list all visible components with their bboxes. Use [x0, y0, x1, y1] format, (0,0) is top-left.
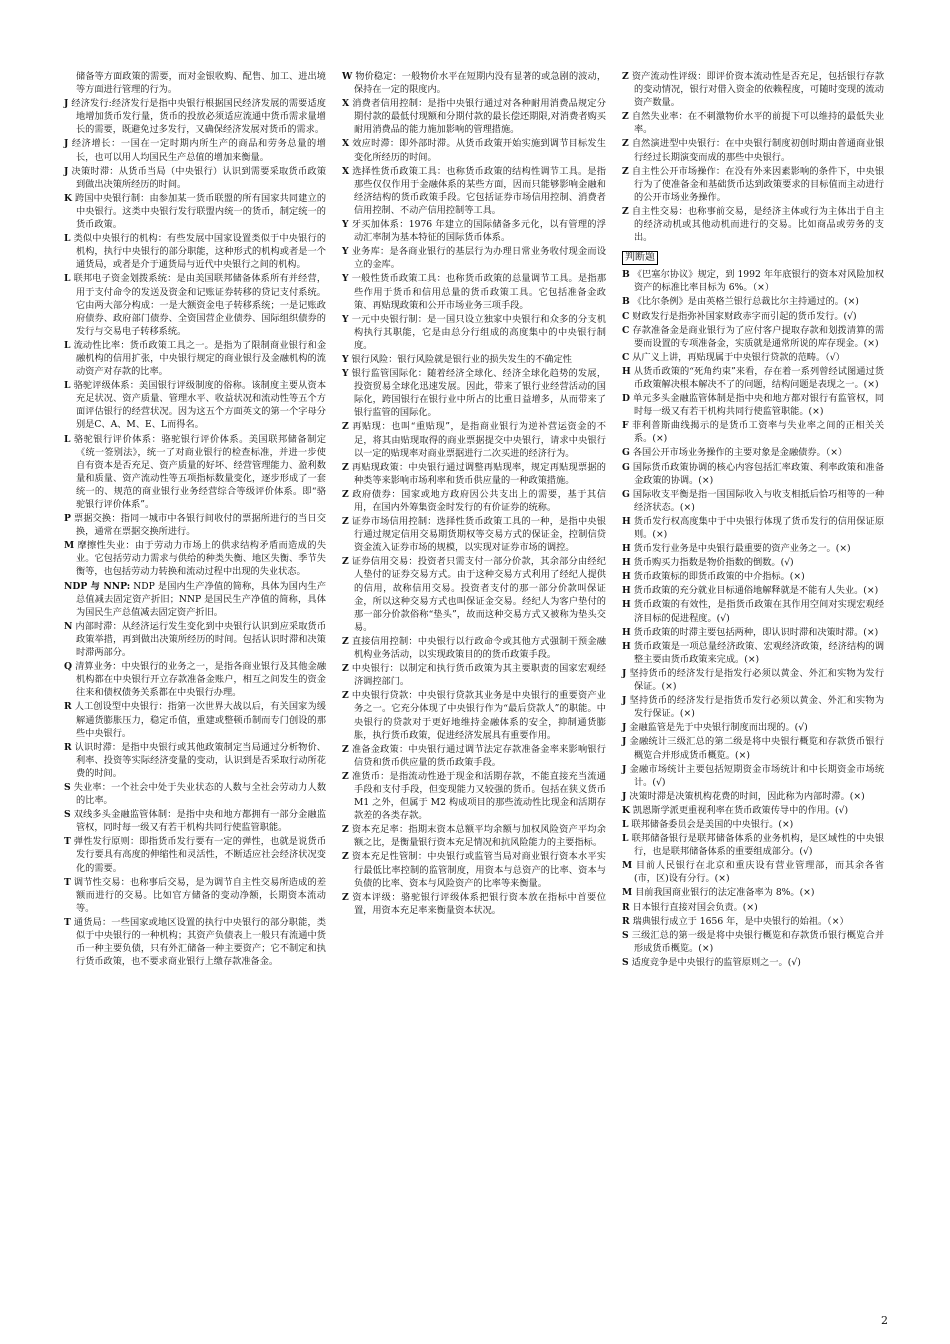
glossary-entry	[342, 137, 606, 163]
entry-initial: L	[64, 380, 71, 392]
glossary-entry	[342, 353, 606, 366]
glossary-entry	[64, 916, 326, 968]
entry-text: 财政发行是指弥补国家财政赤字而引起的货币发行。(√)	[632, 310, 857, 322]
entry-text: 国际收支平衡是指一国国际收入与收支相抵后恰巧相等的一种经济状态。(×)	[632, 488, 885, 513]
entry-text: 再贴现政策：中央银行通过调整再贴现率，规定再贴现票据的种类等来影响市场利率和货币供应量的一种政策措施。	[351, 461, 606, 486]
entry-text: 目前人民银行在北京和重庆设有营业管理部，而其余各省(市，区)设有分行。(×)	[634, 860, 885, 885]
entry-text: 联邦储备委员会是美国的中央银行。(×)	[631, 818, 794, 830]
entry-initial: Y	[342, 368, 349, 380]
entry-text: 证券信用交易：投资者只需支付一部分价款，其余部分由经纪人垫付的证券交易方式。由于这种交易方式利用了经纪人提供的信用，故称信用交易。投资者支付的那一部分价款叫保证金，所以这种交易方式也叫保证金交易。经纪人为客户垫付的那一部分价款俗称“垫头”，故而这种交易方式又被称为垫头交易。	[351, 556, 606, 633]
column-middle	[342, 70, 606, 918]
glossary-entry	[64, 660, 326, 699]
entry-text: 坚持货币的经济发行是指发行必须以黄金、外汇和实物为发行保证。(×)	[629, 667, 885, 693]
entry-text: 资本评级：骆驼银行评级体系把银行资本放在指标中首要位置，用资本充足率来衡量资本状况。	[352, 891, 607, 916]
entry-initial: L	[622, 818, 629, 830]
entry-initial: S	[622, 956, 629, 968]
entry-initial: Z	[342, 770, 349, 782]
entry-initial: S	[622, 929, 629, 941]
entry-initial: L	[64, 273, 71, 285]
true-false-item	[622, 763, 884, 789]
entry-initial: T	[64, 876, 71, 888]
true-false-item	[622, 446, 884, 459]
entry-text: 经济增长：一国在一定时期内所生产的商品和劳务总量的增长，也可以用人均国民生产总值的增加来衡量。	[71, 138, 326, 163]
entry-text: 目前我国商业银行的法定准备率为 8%。(×)	[635, 887, 815, 899]
glossary-entry	[64, 741, 326, 780]
glossary-entry	[64, 97, 326, 136]
entry-text: 三级汇总的第一级是将中央银行概览和存款货币银行概览合并形成货币概览。(×)	[631, 929, 885, 954]
entry-initial: J	[622, 736, 627, 748]
entry-initial: W	[342, 71, 353, 82]
glossary-entry	[64, 700, 326, 739]
true-false-item	[622, 598, 884, 624]
glossary-entry	[622, 110, 884, 136]
true-false-item	[622, 310, 884, 323]
entry-initial: Z	[342, 663, 349, 675]
entry-initial: Y	[342, 353, 349, 365]
entry-text: 从货币政策的“死角约束”来看，存在着一系列曾经试图通过货币政策解决根本解决不了的问题，结构问题是表现之一。(×)	[633, 365, 884, 390]
entry-initial: R	[622, 901, 630, 913]
entry-initial: K	[622, 804, 630, 816]
entry-initial: Z	[342, 516, 349, 528]
glossary-entry	[342, 70, 606, 96]
entry-text: 货币发行权高度集中于中央银行体现了货币发行的信用保证原则。(×)	[633, 515, 885, 540]
entry-initial: Z	[622, 138, 629, 150]
entry-text: 凯恩斯学派更重视利率在货币政策传导中的作用。(√)	[632, 804, 849, 816]
entry-text: 骆驼银行评价体系：骆驼银行评价体系。美国联邦储备制定《统一签别法》，统一了对商业银行的检查标准，并进一步使自有资本是否充足、资产质量的好坏、经营管理能力、盈利数量和质量、资产流动性等五项指标数量变化，逐步形成了一套统一的、规范的商业银行业务经营综合等级评价体系。即“骆驼银行评价体系”。	[73, 433, 327, 510]
glossary-entry	[64, 876, 326, 915]
entry-text: 骆驼评级体系：美国银行评级制度的俗称。该制度主要从资本充足状况、资产质量、管理水平、收益状况和流动性等五个方面评估银行的经营状况。因为这五个方面英文的第一个字母分别是C、A、M、E、L而得名。	[73, 380, 327, 431]
entry-text: 资本充足率：指期末资本总额平均余额与加权风险资产平均余额之比，是衡量银行资本充足情况和抗风险能力的主要指标。	[351, 824, 606, 849]
entry-initial: B	[622, 269, 630, 281]
entry-initial: G	[622, 461, 630, 473]
entry-text: 决策时滞：从货币当局（中央银行）认识到需要采取货币政策到做出决策所经历的时间。	[71, 165, 327, 190]
entry-initial: Z	[622, 71, 629, 82]
glossary-entry	[342, 218, 606, 244]
true-false-item	[622, 832, 884, 858]
entry-text: 存款准备金是商业银行为了应付客户提取存款和划拨清算的需要而设置的专项准备金，实质就是通常所说的库存现金。(×)	[632, 324, 885, 349]
entry-text: 自主性公开市场操作：在没有外来因素影响的条件下，中央银行为了使准备金和基础货币达到政策要求的目标值而主动进行的公开市场业务操作。	[631, 165, 885, 203]
entry-text: 自然失业率：在不刺激物价水平的前提下可以维持的最低失业率。	[631, 111, 885, 136]
true-false-item	[622, 324, 884, 350]
glossary-entry	[342, 245, 606, 271]
glossary-entry	[342, 555, 606, 634]
entry-text: 一元中央银行制：是一国只设立独家中央银行和众多的分支机构执行其职能，它是由总分行组成的高度集中的中央银行制度。	[351, 313, 607, 351]
true-false-item	[622, 956, 884, 969]
true-false-item	[622, 929, 884, 955]
entry-initial: J	[622, 763, 627, 775]
entry-initial: M	[622, 860, 633, 872]
glossary-entry	[64, 165, 326, 191]
true-false-list	[622, 268, 884, 969]
entry-text: 准备金政策：中央银行通过调节法定存款准备金率来影响银行信贷和货币供应量的货币政策手段。	[351, 743, 606, 768]
entry-initial: M	[64, 540, 75, 552]
entry-text: NDP 是国内生产净值的简称，具体为国内生产总值减去固定资产折旧；NNP 是国民生产净值的简称，具体为国民生产总值减去固定资产折旧。	[76, 580, 327, 618]
entry-initial: T	[64, 836, 71, 848]
entry-text: 票据交换：指同一城市中各银行间收付的票据所进行的当日交换，通常在票据交换所进行。	[74, 513, 327, 538]
true-false-item	[622, 859, 884, 885]
entry-initial: Z	[342, 556, 349, 568]
true-false-item	[622, 721, 884, 734]
entry-initial: F	[622, 420, 629, 432]
glossary-entry	[342, 515, 606, 554]
entry-text: 坚持货币的经济发行是指货币发行必须以黄金、外汇和实物为发行保证。(×)	[629, 695, 885, 720]
true-false-item	[622, 295, 884, 308]
entry-text: 调节性交易：也称事后交易，是为调节自主性交易所造成的差额而进行的交易。比如官方储备的变动净额，长期资本流动等。	[73, 876, 327, 914]
true-false-item	[622, 392, 884, 418]
glossary-entry	[342, 823, 606, 849]
glossary-entry	[342, 367, 606, 419]
entry-initial: J	[622, 667, 627, 679]
entry-initial: L	[622, 833, 629, 845]
entry-initial: T	[64, 916, 71, 928]
entry-text: 货币购买力指数是物价指数的倒数。(√)	[633, 557, 794, 569]
entry-text: 效应时滞：即外部时滞。从货币政策开始实施到调节目标发生变化所经历的时间。	[352, 138, 606, 163]
entry-initial: H	[622, 515, 631, 527]
entry-initial: X	[342, 138, 350, 150]
glossary-entry	[342, 662, 606, 688]
glossary-entry	[64, 580, 326, 619]
true-false-item	[622, 818, 884, 831]
glossary-entry	[342, 313, 606, 352]
entry-initial: Z	[342, 421, 349, 433]
entry-initial: Y	[342, 219, 349, 231]
entry-text: 金融监管是先于中央银行制度而出现的。(√)	[629, 722, 808, 734]
entry-text: 货币政策的有效性，是指货币政策在其作用空间对实现宏观经济目标的促进程度。(√)	[633, 599, 885, 624]
entry-text: 再贴现：也叫“重贴现”，是指商业银行为逆补营运资金的不足，将其由贴现取得的商业票据提交中央银行，请求中央银行以一定的贴现率对商业票据进行二次买进的经济行为。	[352, 421, 606, 459]
entry-initial: L	[64, 433, 71, 445]
entry-initial: Y	[342, 273, 349, 285]
entry-initial: H	[622, 640, 631, 652]
entry-text: 准货币：是指流动性逊于现金和活期存款，不能直接充当流通手段和支付手段，但变现能力又较强的货币。包括在狭义货币 M1 之外，但属于 M2 构成项目的那些流动性比现金和活期存款差的各类存款。	[351, 770, 606, 822]
column-left	[64, 70, 326, 969]
glossary-entry	[64, 620, 326, 659]
entry-text: 选择性货币政策工具：也称货币政策的结构性调节工具。是指那些仅仅作用于金融体系的某些方面，因而只能够影响金融和经济结构的货币政策手段。它包括证券市场信用控制、消费者信用控制、不动产信用控制等工具。	[352, 165, 606, 216]
entry-initial: G	[622, 488, 630, 500]
entry-text: 失业率：一个社会中处于失业状态的人数与全社会劳动力人数的比率。	[73, 781, 327, 807]
entry-initial: H	[622, 557, 631, 569]
column-right	[622, 70, 884, 970]
entry-initial: G	[622, 447, 630, 459]
entry-text: 银行监管国际化：随着经济全球化、经济全球化趋势的发展，投资贸易全球化迅速发展。因此，带来了银行业经营活动的国际化，跨国银行在银行业中所占的比重日益增多，从而带来了银行监管的国际化。	[351, 368, 607, 419]
entry-initial: Z	[342, 690, 349, 702]
entry-text: 清算业务：中央银行的业务之一，是指各商业银行及其他金融机构都在中央银行开立存款准备金账户，相互之间发生的资金往来和债权债务关系都在中央银行办理。	[75, 661, 327, 699]
entry-text: 物价稳定：一般物价水平在短期内没有显著的或急剧的波动，保持在一定的限度内。	[354, 71, 607, 96]
true-false-item	[622, 570, 884, 583]
glossary-entries-right	[622, 70, 884, 244]
glossary-entry	[342, 272, 606, 311]
entry-initial: R	[64, 741, 72, 753]
glossary-entry	[342, 488, 606, 514]
entry-text: 中央银行贷款：中央银行贷款其业务是中央银行的重要资产业务之一。它充分体现了中央银行作为“最后贷款人”的职能。中央银行的贷款对于更好地维持金融体系的安全，抑制通货膨胀，执行货币政策，促进经济发展具有重要作用。	[351, 690, 606, 741]
glossary-entry	[342, 461, 606, 487]
true-false-item	[622, 804, 884, 817]
glossary-entry	[342, 97, 606, 136]
entry-initial: P	[64, 513, 71, 525]
entry-text: 金融市场统计主要包括短期资金市场统计和中长期资金市场统计。(√)	[629, 763, 885, 788]
entry-text: 跨国中央银行制：由参加某一货币联盟的所有国家共同建立的中央银行。这类中央银行发行联盟内统一的货币，制定统一的货币政策。	[75, 192, 327, 231]
entry-initial: L	[64, 339, 71, 351]
entry-initial: H	[622, 626, 631, 638]
glossary-entry	[622, 165, 884, 204]
entry-text: 双线多头金融监管体制：是指中央和地方都拥有一部分金融监管权，同时每一级又有若干机构共同行使监管职能。	[73, 809, 327, 834]
true-false-item	[622, 584, 884, 597]
entry-text: 货币政策是一项总量经济政策、宏观经济政策，经济结构的调整主要由货币政策来完成。(×)	[633, 640, 885, 665]
entry-initial: J	[64, 165, 69, 177]
glossary-entry	[64, 808, 326, 834]
entry-initial: H	[622, 599, 631, 611]
glossary-entry	[64, 232, 326, 271]
entry-text: 证券市场信用控制：选择性货币政策工具的一种，是指中央银行通过规定信用交易期货期权等交易方式的保证金，控制信贷资金流入证券市场的规模，以实现对证券市场的调控。	[351, 516, 606, 554]
glossary-entry	[64, 781, 326, 807]
entry-initial: NDP 与 NNP:	[64, 580, 131, 592]
entry-initial: Y	[342, 246, 349, 258]
entry-text: 政府债券：国家或地方政府因公共支出上的需要，基于其信用，在国内外筹集资金时发行的有价证券的统称。	[352, 488, 607, 513]
page-number: 2	[881, 1314, 888, 1327]
entry-initial: Z	[622, 111, 629, 123]
entry-text: 牙买加体系：1976 年建立的国际储备多元化，以有管理的浮动汇率制为基本特征的国际货币体系。	[351, 219, 606, 244]
entry-text: 日本银行直接对国会负责。(×)	[632, 901, 758, 913]
true-false-item	[622, 901, 884, 914]
entry-initial: X	[342, 165, 350, 177]
entry-text: 自然演进型中央银行：在中央银行制度初创时期由普通商业银行经过长期演变而成的那些中央银行。	[631, 138, 885, 163]
glossary-entry	[342, 635, 606, 661]
entry-initial: J	[622, 695, 627, 707]
entry-text: 消费者信用控制：是指中央银行通过对各种耐用消费品规定分期付款的最低付现额和分期付款的最长偿还期限,对消费者购买耐用消费品的能力施加影响的管理措施。	[352, 98, 606, 136]
entry-initial: N	[64, 620, 73, 632]
glossary-entry	[64, 339, 326, 378]
entry-text: 资本充足性管制：中央银行或监管当局对商业银行资本水平实行最低比率控制的监管制度，用资本与总资产的比率、资本与负债的比率、资本与风险资产的比率等来衡量。	[351, 851, 606, 889]
entry-initial: J	[64, 98, 69, 110]
entry-text: 货币发行业务是中央银行最重要的资产业务之一。(×)	[633, 543, 851, 555]
true-false-item	[622, 556, 884, 569]
entry-initial: Z	[342, 461, 349, 473]
entry-text: 经济发行:经济发行是指中央银行根据国民经济发展的需要适度地增加货币发行量，货币的投放必须适应流通中货币需求量增长的需要，既避免过多发行，又确保经济发展对货币的需求。	[71, 98, 326, 136]
entry-text: 瑞典银行成立于 1656 年，是中央银行的始祖。（×）	[632, 915, 849, 927]
section-label-true-false: 判断题	[622, 251, 658, 265]
entry-text: 认识时滞：是指中央银行或其他政策制定当局通过分析物价、利率、投资等实际经济变量的变动，认识到是否采取行动所花费的时间。	[74, 741, 326, 779]
entry-initial: S	[64, 781, 71, 793]
glossary-entry	[64, 379, 326, 431]
entry-text: 类似中央银行的机构：有些发展中国家设置类似于中央银行的机构，执行中央银行的部分职能，这种形式的机构或者是一个通货局，或者是介于通货局与近代中央银行之间的机构。	[73, 233, 327, 271]
entry-text: 银行风险：银行风险就是银行业的损失发生的不确定性	[351, 353, 572, 365]
entry-initial: J	[64, 138, 69, 150]
true-false-item	[622, 268, 884, 294]
entry-text: 弹性发行原则：即指货币发行要有一定的弹性，也就是说货币发行要具有高度的伸缩性和灵活性，不断适应社会经济状况变化的需要。	[73, 836, 327, 874]
glossary-entry	[342, 743, 606, 769]
entry-text: 菲利普斯曲线揭示的是货币工资率与失业率之间的正相关关系。(×)	[631, 420, 885, 445]
true-false-item	[622, 667, 884, 693]
glossary-entry	[64, 192, 326, 231]
true-false-item	[622, 886, 884, 899]
true-false-item	[622, 419, 884, 445]
entry-initial: Z	[622, 205, 629, 217]
glossary-entry	[64, 433, 326, 512]
true-false-item	[622, 351, 884, 364]
glossary-entry	[64, 137, 326, 163]
true-false-item	[622, 790, 884, 803]
entry-text: 储备等方面政策的需要，而对金银收购、配售、加工、进出境等方面进行管理的行为。	[76, 71, 326, 96]
entry-initial: J	[622, 790, 627, 802]
entry-text: 联邦电子资金划拨系统：是由美国联邦储备体系所有并经营，用于支付命令的发送及资金和记账证券转移的贷记支付系统。它由两大部分构成：一是大额资金电子转移系统；一是记账政府债券、政府部门债券、全资国营企业债券、国际组织债券的发行与交易电子转移系统。	[73, 273, 327, 337]
true-false-item	[622, 640, 884, 666]
entry-initial: Q	[64, 661, 73, 673]
entry-initial: R	[64, 701, 72, 713]
entry-text: 货币政策的时滞主要包括两种，即认识时滞和决策时滞。(×)	[633, 626, 879, 638]
entry-text: 国际货币政策协调的核心内容包括汇率政策、利率政策和准备金政策的协调。(×)	[632, 461, 885, 486]
glossary-entry	[342, 420, 606, 459]
entry-text: 流动性比率：货币政策工具之一。是指为了限制商业银行和金融机构的信用扩张，中央银行规定的商业银行及金融机构的流动资产对存款的比率。	[73, 339, 327, 378]
entry-text: 资产流动性评级：即评价资本流动性是否充足，包括银行存款的变动情况，银行对借入资金的依赖程度，可随时变现的流动资产数量。	[631, 71, 885, 109]
true-false-item	[622, 694, 884, 720]
entry-initial: Z	[622, 165, 629, 177]
entry-text: 摩擦性失业：由于劳动力市场上的供求结构矛盾而造成的失业。它包括劳动力需求与供给的种类失衡、地区失衡、季节失衡等，也包括劳动力转换和流动过程中出现的失业状态。	[76, 540, 327, 578]
true-false-item	[622, 626, 884, 639]
true-false-item	[622, 542, 884, 555]
entry-text: 中央银行：以制定和执行货币政策为其主要职责的国家宏观经济调控部门。	[351, 663, 606, 688]
entry-initial: H	[622, 543, 631, 555]
entry-initial: H	[622, 585, 631, 597]
entry-initial: Y	[342, 313, 349, 325]
entry-initial: L	[64, 233, 71, 245]
entry-initial: X	[342, 98, 350, 110]
entry-initial: Z	[342, 891, 349, 903]
glossary-entry	[342, 891, 606, 917]
entry-initial: Z	[342, 635, 349, 647]
entry-initial: Z	[342, 488, 349, 500]
entry-initial: C	[622, 351, 630, 363]
entry-initial: H	[622, 365, 631, 377]
entry-text: 各国公开市场业务操作的主要对象是金融债券。（×）	[632, 447, 848, 459]
true-false-item	[622, 515, 884, 541]
entry-text: 货币政策的充分就业目标通俗地解释就是不能有人失业。(×)	[633, 585, 879, 597]
entry-initial: Z	[342, 851, 349, 863]
entry-text: 直接信用控制：中央银行以行政命令或其他方式强制干预金融机构业务活动，以实现政策目的的货币政策手段。	[351, 635, 606, 661]
entry-initial: C	[622, 310, 630, 322]
entry-text: 人工创设型中央银行：指第一次世界大战以后，有关国家为缓解通货膨胀压力，稳定币值，重建或整顿币制而专门创设的那些中央银行。	[74, 701, 326, 739]
glossary-entry	[622, 70, 884, 109]
glossary-entry	[64, 512, 326, 538]
glossary-entry	[622, 137, 884, 163]
glossary-entry	[622, 205, 884, 244]
true-false-item	[622, 735, 884, 761]
glossary-entry	[64, 539, 326, 578]
entry-initial: D	[622, 393, 630, 405]
true-false-item	[622, 488, 884, 514]
glossary-entry	[342, 850, 606, 889]
glossary-entry	[342, 770, 606, 822]
entry-text: 从广义上讲，再贴现属于中央银行贷款的范畴。（√）	[632, 351, 845, 363]
entry-initial: Z	[342, 743, 349, 755]
glossary-entry	[64, 70, 326, 96]
glossary-entry	[342, 689, 606, 741]
true-false-item	[622, 365, 884, 391]
entry-initial: K	[64, 192, 72, 204]
true-false-item	[622, 461, 884, 487]
entry-initial: C	[622, 324, 630, 336]
entry-text: 《比尔条例》是由英格兰银行总裁比尔主持通过的。(×)	[632, 296, 859, 308]
entry-initial: R	[622, 915, 630, 927]
entry-initial: B	[622, 296, 630, 308]
entry-initial: M	[622, 887, 633, 899]
entry-text: 货币政策标的即货币政策的中介指标。(×)	[633, 571, 805, 583]
entry-text: 决策时滞是决策机构花费的时间，因此称为内部时滞。(×)	[629, 790, 865, 802]
entry-initial: S	[64, 809, 71, 821]
entry-text: 业务库：是各商业银行的基层行为办理日常业务收付现金而设立的金库。	[351, 246, 607, 271]
true-false-item	[622, 915, 884, 928]
entry-text: 联邦储备银行是联邦储备体系的业务机构，是区域性的中央银行，也是联邦储备体系的重要组成部分。(√)	[631, 833, 885, 858]
entry-initial: J	[622, 722, 627, 734]
entry-text: 一般性货币政策工具：也称货币政策的总量调节工具。是指那些作用于货币和信用总量的货币政策工具。它包括准备金政策、再贴现政策和公开市场业务三项手段。	[351, 273, 607, 311]
entry-text: 通货局：一些国家或地区设置的执行中央银行的部分职能，类似于中央银行的一种机构；其资产负债表上一般只有流通中货币一种主要负债，只有外汇储备一种主要资产；它不制定和执行货币政策，也不要求商业银行上缴存款准备金。	[73, 916, 327, 968]
entry-initial: H	[622, 571, 631, 583]
entry-text: 自主性交易：也称事前交易，是经济主体或行为主体出于自主的经济动机或其他动机而进行的交易。比如商品或劳务的支出。	[631, 205, 885, 244]
entry-text: 金融统计三级汇总的第二级是将中央银行概览和存款货币银行概览合并形成货币概览。(×)	[629, 736, 885, 761]
entry-text: 《巴塞尔协议》规定，到 1992 年年底银行的资本对风险加权资产的标准比率目标为 6%。（×）	[632, 269, 884, 294]
glossary-entry	[64, 835, 326, 874]
entry-text: 内部时滞：从经济运行发生变化到中央银行认识到应采取货币政策举措，再到做出决策所经历的时间。包括认识时滞和决策时滞两部分。	[75, 620, 327, 659]
entry-text: 适度竞争是中央银行的监管原则之一。(√)	[631, 956, 801, 968]
glossary-entry	[64, 272, 326, 337]
entry-initial: Z	[342, 824, 349, 836]
entry-text: 单元多头金融监管体制是指中央和地方都对银行有监管权，同时每一级又有若干机构共同行使监管职能。(×)	[633, 393, 885, 418]
glossary-entry	[342, 165, 606, 217]
